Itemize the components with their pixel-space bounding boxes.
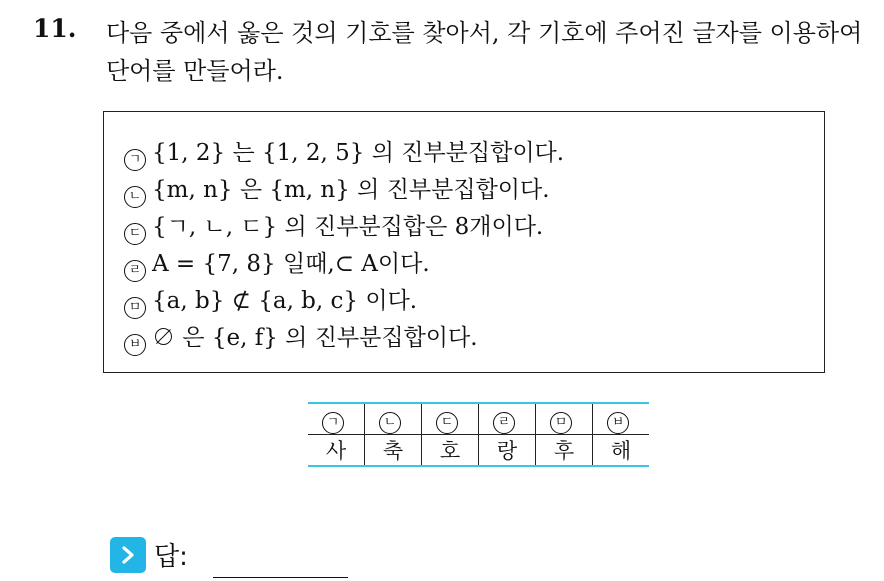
statement-text: A = {7, 8} 일때,⊂ A이다. (152, 251, 430, 277)
statement-3 (124, 208, 543, 245)
arrow-right-icon (110, 537, 146, 573)
table-header-cell (365, 403, 422, 435)
table-header-row (308, 403, 649, 435)
circled-label: ㄱ (124, 149, 146, 171)
circled-label: ㄹ (124, 260, 146, 282)
circled-label: ㅂ (124, 334, 146, 356)
statement-6 (124, 319, 478, 356)
question-number: 11. (33, 14, 77, 43)
circled-label: ㄴ (379, 412, 401, 434)
table-row (308, 435, 649, 467)
table-cell: 랑 (479, 435, 536, 467)
statement-4 (124, 245, 430, 282)
table-header-cell (536, 403, 593, 435)
statement-box (103, 111, 825, 373)
table-cell: 호 (422, 435, 479, 467)
table-cell: 해 (593, 435, 650, 467)
statement-text: ∅ 은 {e, f} 의 진부분집합이다. (152, 325, 478, 351)
answer-blank[interactable] (213, 577, 348, 578)
table-cell: 사 (325, 439, 347, 463)
circled-label: ㅁ (550, 412, 572, 434)
circled-label: ㅂ (607, 412, 629, 434)
table-cell: 축 (365, 435, 422, 467)
circled-label: ㄷ (124, 223, 146, 245)
letter-table (308, 402, 649, 467)
statement-text: {a, b} ⊄ {a, b, c} 이다. (152, 288, 418, 314)
circled-label: ㄷ (436, 412, 458, 434)
answer-label: 답: (154, 542, 188, 572)
table-header-cell (593, 403, 650, 435)
statement-5 (124, 282, 417, 319)
question-text: 다음 중에서 옳은 것의 기호를 찾아서, 각 기호에 주어진 글자를 이용하여 단어를 만들어라. (106, 19, 863, 85)
circled-label: ㄹ (493, 412, 515, 434)
circled-label: ㄱ (322, 412, 344, 434)
table-header-cell (479, 403, 536, 435)
statement-text: {1, 2} 는 {1, 2, 5} 의 진부분집합이다. (152, 140, 565, 166)
statement-text: {ㄱ, ㄴ, ㄷ} 의 진부분집합은 8개이다. (152, 214, 544, 240)
circled-label: ㄴ (124, 186, 146, 208)
table-header-cell (308, 403, 365, 435)
statement-2 (124, 171, 550, 208)
statement-1 (124, 134, 564, 171)
statement-text: {m, n} 은 {m, n} 의 진부분집합이다. (152, 177, 550, 203)
table-header-cell (422, 403, 479, 435)
table-cell: 후 (536, 435, 593, 467)
circled-label: ㅁ (124, 297, 146, 319)
